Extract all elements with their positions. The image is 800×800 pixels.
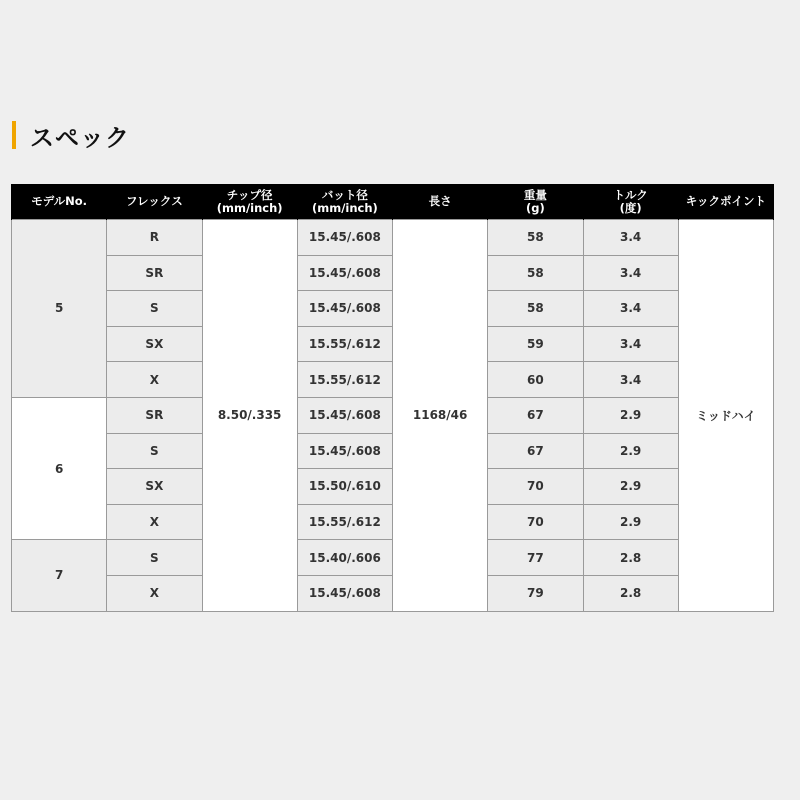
weight-cell: 70 (488, 504, 583, 540)
torque-cell: 2.8 (583, 575, 678, 611)
weight-cell: 67 (488, 433, 583, 469)
weight-cell: 70 (488, 469, 583, 505)
torque-cell: 3.4 (583, 326, 678, 362)
weight-cell: 59 (488, 326, 583, 362)
flex-cell: S (107, 540, 202, 576)
weight-cell: 60 (488, 362, 583, 398)
torque-cell: 2.8 (583, 540, 678, 576)
header-torque: トルク (度) (583, 184, 678, 220)
torque-cell: 2.9 (583, 469, 678, 505)
section-title: スペック (30, 123, 130, 152)
butt-diameter-cell: 15.45/.608 (297, 575, 392, 611)
header-tip-diameter: チップ径 (mm/inch) (202, 184, 297, 220)
butt-diameter-cell: 15.45/.608 (297, 220, 392, 256)
table-row (12, 220, 774, 256)
header-flex: フレックス (107, 184, 202, 220)
flex-cell: SX (107, 326, 202, 362)
butt-diameter-cell: 15.45/.608 (297, 255, 392, 291)
flex-cell: S (107, 433, 202, 469)
weight-cell: 58 (488, 291, 583, 327)
weight-cell: 58 (488, 220, 583, 256)
butt-diameter-cell: 15.55/.612 (297, 504, 392, 540)
model-cell: 6 (12, 397, 107, 539)
torque-cell: 3.4 (583, 255, 678, 291)
model-cell: 5 (12, 220, 107, 398)
heading-accent-bar (12, 121, 16, 149)
weight-cell: 67 (488, 397, 583, 433)
header-kick-point: キックポイント (678, 184, 773, 220)
torque-cell: 2.9 (583, 433, 678, 469)
flex-cell: X (107, 362, 202, 398)
weight-cell: 79 (488, 575, 583, 611)
flex-cell: S (107, 291, 202, 327)
flex-cell: SX (107, 469, 202, 505)
butt-diameter-cell: 15.40/.606 (297, 540, 392, 576)
torque-cell: 3.4 (583, 220, 678, 256)
butt-diameter-cell: 15.55/.612 (297, 326, 392, 362)
header-butt-diameter: バット径 (mm/inch) (297, 184, 392, 220)
flex-cell: R (107, 220, 202, 256)
butt-diameter-cell: 15.55/.612 (297, 362, 392, 398)
butt-diameter-cell: 15.45/.608 (297, 433, 392, 469)
butt-diameter-cell: 15.50/.610 (297, 469, 392, 505)
butt-diameter-cell: 15.45/.608 (297, 397, 392, 433)
weight-cell: 58 (488, 255, 583, 291)
tip-diameter-cell: 8.50/.335 (202, 220, 297, 612)
flex-cell: X (107, 504, 202, 540)
header-weight: 重量 (g) (488, 184, 583, 220)
weight-cell: 77 (488, 540, 583, 576)
torque-cell: 2.9 (583, 397, 678, 433)
header-length: 長さ (393, 184, 488, 220)
table-header-row (12, 184, 774, 220)
butt-diameter-cell: 15.45/.608 (297, 291, 392, 327)
model-cell: 7 (12, 540, 107, 611)
flex-cell: SR (107, 397, 202, 433)
kick-point-cell: ミッドハイ (678, 220, 773, 612)
section-heading (12, 120, 130, 150)
length-cell: 1168/46 (393, 220, 488, 612)
torque-cell: 3.4 (583, 291, 678, 327)
torque-cell: 3.4 (583, 362, 678, 398)
torque-cell: 2.9 (583, 504, 678, 540)
header-model: モデルNo. (12, 184, 107, 220)
flex-cell: X (107, 575, 202, 611)
spec-table (11, 184, 774, 612)
flex-cell: SR (107, 255, 202, 291)
